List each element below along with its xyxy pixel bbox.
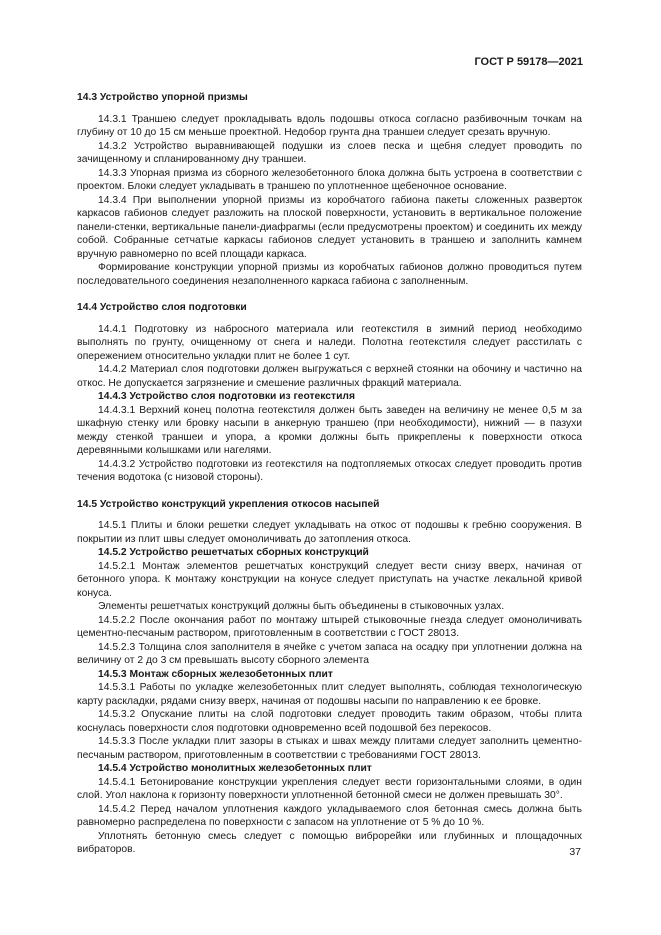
paragraph: 14.5.4.1 Бетонирование конструкции укрепления следует вести горизонтальными слоями, в один слой. Угол наклона к горизонту поверхности уплотненной бетонной смеси не должен превышать 30°. xyxy=(77,776,582,801)
paragraph: 14.3.4 При выполнении упорной призмы из коробчатого габиона пакеты сложенных разверток каркасов габионов следует разложить на плоской поверхности, установить в вертикальное положение панели-стенки, вертикальные панели-диафрагмы (если предусмотрены проектом) и соединить их между собой. Собранные сетчатые каркасы габионов следует установить в траншею и заполнить камнем вручную равномерно по всей площади каркаса. xyxy=(77,194,582,260)
paragraph: 14.4.1 Подготовку из набросного материала или геотекстиля в зимний период необходимо выполнять по грунту, очищенному от снега и наледи. Полотна геотекстиля следует расстилать с опережением относительно укладки плит не более 1 сут. xyxy=(77,323,582,362)
section-heading-14-5: 14.5 Устройство конструкций укрепления откосов насыпей xyxy=(77,498,380,510)
page-number: 37 xyxy=(569,846,581,858)
paragraph: 14.5.3.1 Работы по укладке железобетонных плит следует выполнять, соблюдая технологическую карту раскладки, рядами снизу вверх, начиная от подошвы насыпи по направлению к ее бровке. xyxy=(77,682,582,707)
paragraph: 14.3.2 Устройство выравнивающей подушки из слоев песка и щебня следует проводить по зачищенному и спланированному дну траншеи. xyxy=(77,140,582,165)
paragraph: 14.4.3.2 Устройство подготовки из геотекстиля на подтопляемых откосах следует проводить против течения водотока (с низовой стороны). xyxy=(77,458,582,483)
paragraph: 14.5.3.2 Опускание плиты на слой подготовки следует проводить таким образом, чтобы плита коснулась поверхности слоя подготовки одновременно всей подошвой без перекосов. xyxy=(77,709,582,734)
paragraph: Уплотнять бетонную смесь следует с помощью виброрейки или глубинных и площадочных вибраторов. xyxy=(77,830,582,855)
section-heading-14-3: 14.3 Устройство упорной призмы xyxy=(77,92,248,103)
document-body xyxy=(77,91,582,857)
paragraph: Формирование конструкции упорной призмы из коробчатых габионов должно проводиться путем последовательного соединения незаполненного каркаса габиона с заполненным. xyxy=(77,262,582,287)
subsection-heading-14-5-3: 14.5.3 Монтаж сборных железобетонных плит xyxy=(98,668,333,680)
paragraph: 14.4.3.1 Верхний конец полотна геотекстиля должен быть заведен на величину не менее 0,5 м за шкафную стенку или бровку насыпи в анкерную траншею (при необходимости), нижний — в пазухи между стенкой траншеи и упора, а кромки должны быть прикреплены к поверхности откоса деревянными колышками или нагелями. xyxy=(77,404,582,456)
paragraph: 14.5.3.3 После укладки плит зазоры в стыках и швах между плитами следует заполнить цементно-песчаным раствором, приготовленным в соответствии с требованиями ГОСТ 28013. xyxy=(77,736,582,761)
paragraph: 14.5.2.1 Монтаж элементов решетчатых конструкций следует вести снизу вверх, начиная от бетонного упора. К монтажу конструкции на конусе следует приступать на участке лекальной кривой конуса. xyxy=(77,560,582,599)
standard-number: ГОСТ Р 59178—2021 xyxy=(474,56,583,68)
paragraph: 14.4.2 Материал слоя подготовки должен выгружаться с верхней стоянки на обочину и частично на откос. Не допускается загрязнение и смешение различных фракций материала. xyxy=(77,364,582,389)
paragraph: 14.5.2.3 Толщина слоя заполнителя в ячейке с учетом запаса на осадку при уплотнении должна на величину от 2 до 3 см превышать высоту сборного элемента xyxy=(77,641,582,666)
paragraph: 14.5.4.2 Перед началом уплотнения каждого укладываемого слоя бетонная смесь должна быть равномерно распределена по поверхности с запасом на уплотнение от 5 % до 10 %. xyxy=(77,803,582,828)
paragraph: 14.3.3 Упорная призма из сборного железобетонного блока должна быть устроена в соответствии с проектом. Блоки следует укладывать в траншею по уплотненное щебеночное основание. xyxy=(77,167,582,192)
paragraph: Элементы решетчатых конструкций должны быть объединены в стыковочных узлах. xyxy=(98,601,505,612)
paragraph: 14.5.2.2 После окончания работ по монтажу штырей стыковочные гнезда следует омоноличивать цементно-песчаным раствором, приготовленным в соответствии с ГОСТ 28013. xyxy=(77,614,582,639)
subsection-heading-14-5-4: 14.5.4 Устройство монолитных железобетонных плит xyxy=(98,763,372,774)
subsection-heading-14-4-3: 14.4.3 Устройство слоя подготовки из геотекстиля xyxy=(98,391,355,402)
subsection-heading-14-5-2: 14.5.2 Устройство решетчатых сборных конструкций xyxy=(98,547,369,558)
paragraph: 14.3.1 Траншею следует прокладывать вдоль подошвы откоса согласно разбивочным точкам на глубину от 10 до 15 см меньше проектной. Недобор грунта дна траншеи следует срезать вручную. xyxy=(77,113,582,138)
paragraph: 14.5.1 Плиты и блоки решетки следует укладывать на откос от подошвы к гребню сооружения. В покрытии из плит швы следует омоноличивать до затопления откоса. xyxy=(77,520,582,545)
section-heading-14-4: 14.4 Устройство слоя подготовки xyxy=(77,302,247,313)
